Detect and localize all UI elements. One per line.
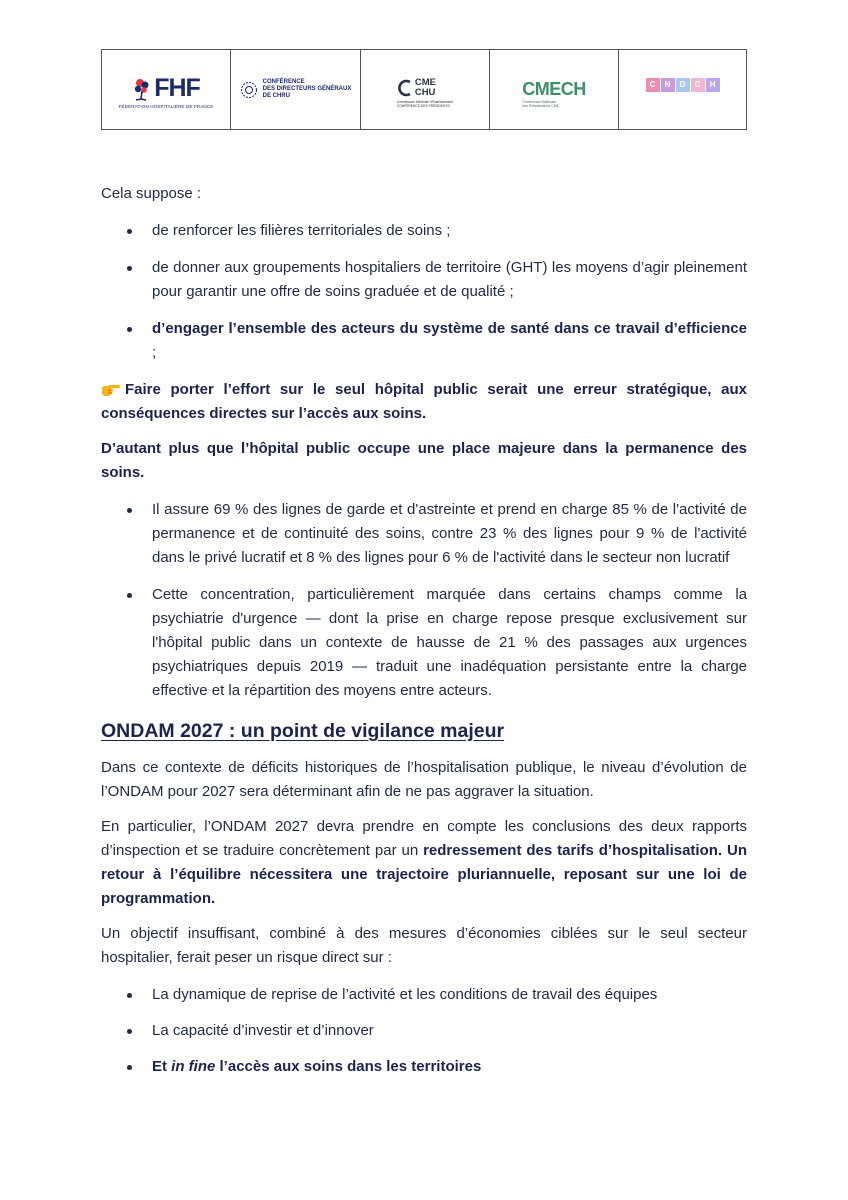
list-item-bold: d’engager l’ensemble des acteurs du système de santé dans ce travail d’efficience [152,320,747,337]
list-item-tail: ; [152,344,157,361]
cndch-letter: N [661,78,675,92]
intro-text: Cela suppose : [101,185,202,202]
cmech-wordmark: CMECH [522,78,586,99]
bullet-list-permanence [101,498,747,703]
list-item [101,1055,747,1079]
fhf-tree-icon [132,77,154,101]
list-item-italic: in fine [171,1058,216,1075]
cdg-line-2: DES DIRECTEURS GÉNÉRAUX [262,86,352,92]
bullet-list-risks [101,983,747,1079]
list-item-post: l’accès aux soins dans les territoires [215,1058,482,1075]
logo-cme-chu [360,50,489,129]
ondam-paragraph [101,815,747,911]
list-item: La capacité d’investir et d’innover [101,1019,747,1043]
list-item: de donner aux groupements hospitaliers de territoire (GHT) les moyens d’agir pleinement pour garantir une offre de soins graduée et de qualité ; [101,256,747,304]
cndch-letter: C [646,78,660,92]
logo-cmech [489,50,618,129]
cme-subtitle-1: Commission Médicale d'Établissement [396,99,454,104]
callout-text: Faire porter l’effort sur le seul hôpital public serait une erreur stratégique, aux conséquences directes sur l’accès aux soins. [101,381,747,422]
section-heading: ONDAM 2027 : un point de vigilance majeur [101,720,505,742]
cdg-line-1: CONFÉRENCE [262,79,305,85]
cdg-line-3: DE CHRU [262,93,290,99]
cmech-subtitle-1: Conférence Nationale [522,99,557,104]
list-item [101,317,747,365]
fhf-wordmark: FHF [154,74,200,102]
risk-paragraph: Un objectif insuffisant, combiné à des mesures d’économies ciblées sur le seul secteur hospitalier, ferait peser un risque direct sur : [101,925,747,966]
list-item: La dynamique de reprise de l’activité et les conditions de travail des équipes [101,983,747,1007]
cme-ring-icon [397,78,413,98]
logo-cndch [618,50,747,129]
permanence-paragraph: D’autant plus que l’hôpital public occupe une place majeure dans la permanence des soins. [101,440,747,481]
ondam-text: En particulier, l’ONDAM 2027 devra prendre en compte les conclusions des deux rapports d’inspection et se traduire concrètement par un [101,818,747,859]
ondam-bold-text: redressement des tarifs d’hospitalisation. Un retour à l’équilibre nécessitera une trajectoire pluriannuelle, reposant sur une loi de programmation. [101,842,747,907]
cndch-letter: C [691,78,705,92]
context-paragraph: Dans ce contexte de déficits historiques de l’hospitalisation publique, le niveau d’évolution de l’ONDAM pour 2027 sera déterminant afin de ne pas aggraver la situation. [101,759,747,800]
callout-paragraph [101,378,747,426]
document-body [101,182,747,1079]
list-item: Il assure 69 % des lignes de garde et d'astreinte et prend en charge 85 % de l'activité de permanence et de continuité des soins, contre 23 % des lignes pour 9 % de l'activité dans le privé lucratif et 8 % des lignes pour 6 % de l'activité dans le secteur non lucratif [101,498,747,570]
laurel-emblem-icon [240,81,258,99]
logo-header [101,49,747,130]
list-item: de renforcer les filières territoriales de soins ; [101,219,747,243]
bullet-list-supposes [101,219,747,365]
cndch-letters [646,78,720,92]
cmech-subtitle-2: des Présidents de CME [522,103,560,108]
logo-cdg-chru [230,50,360,129]
cme-line-1: CME [414,76,436,88]
cme-subtitle-2: CONFÉRENCE DES PRÉSIDENTS [396,103,450,108]
cme-line-2: CHU [414,86,436,98]
cndch-letter: H [706,78,720,92]
logo-fhf [101,50,230,129]
list-item: Cette concentration, particulièrement marquée dans certains champs comme la psychiatrie d'urgence — dont la prise en charge repose presque exclusivement sur l'hôpital public dans un contexte de hausse de 21 % des passages aux urgences psychiatriques depuis 2019 — traduit une inadéquation persistante entre la charge effective et la répartition des moyens entre acteurs. [101,583,747,703]
pointing-hand-icon [101,381,121,397]
list-item-pre: Et [152,1058,172,1075]
cndch-letter: D [676,78,690,92]
fhf-subtitle: FÉDÉRATION HOSPITALIÈRE DE FRANCE [118,104,214,109]
